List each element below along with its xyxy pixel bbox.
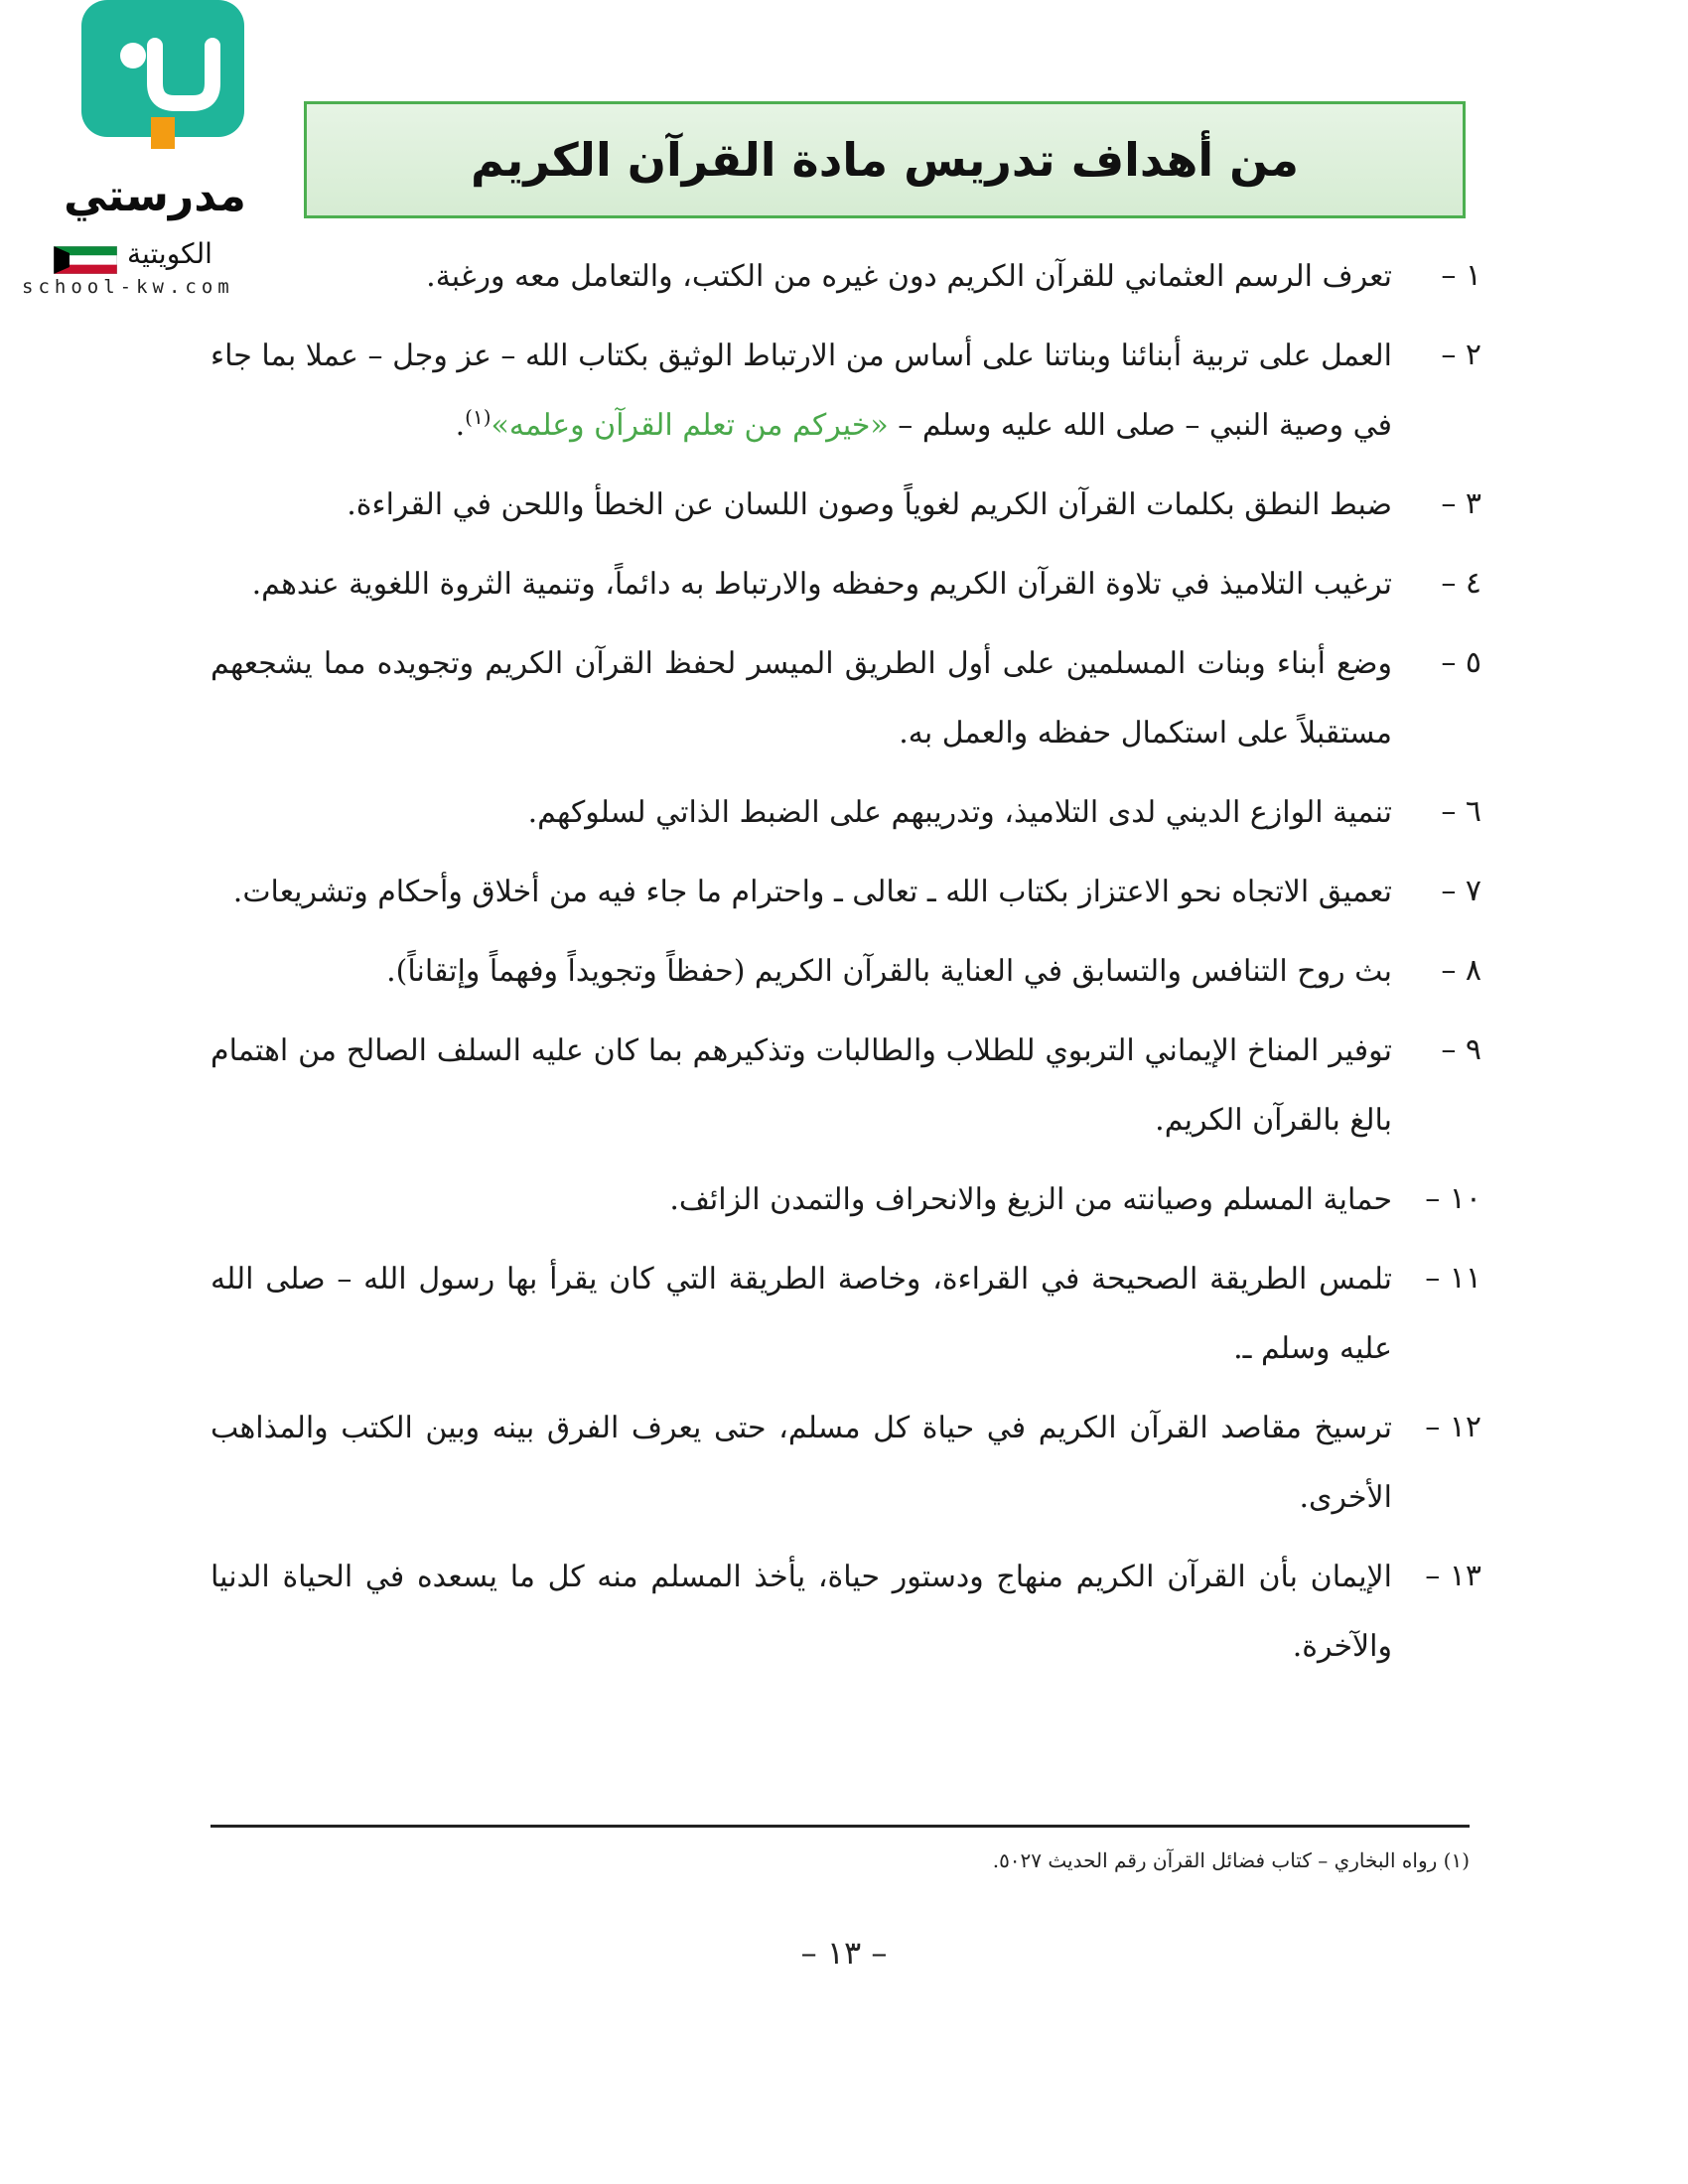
item-text: ترسيخ مقاصد القرآن الكريم في حياة كل مسلم، حتى يعرف الفرق بينه وبين الكتب والمذاهب الأخرى. xyxy=(211,1411,1392,1515)
item-number: ٤ – xyxy=(1441,566,1481,601)
item-text-main: العمل على تربية أبنائنا وبناتنا على أساس من الارتباط الوثيق بكتاب الله – عز وجل – عملا بما جاء في وصية النبي – صلى الله عليه وسلم – xyxy=(211,339,1392,443)
kuwait-flag-icon xyxy=(54,246,117,274)
list-item xyxy=(211,1245,1481,1384)
item-text-end: . xyxy=(455,408,466,443)
item-text: ضبط النطق بكلمات القرآن الكريم لغوياً وصون اللسان عن الخطأ واللحن في القراءة. xyxy=(347,487,1392,522)
item-number: ٣ – xyxy=(1441,486,1481,521)
item-text: تنمية الوازع الديني لدى التلاميذ، وتدريبهم على الضبط الذاتي لسلوكهم. xyxy=(527,795,1392,830)
list-item xyxy=(211,778,1481,848)
item-number: ١١ – xyxy=(1425,1261,1481,1296)
list-item xyxy=(211,937,1481,1007)
footnote-ref[interactable]: (١) xyxy=(465,405,492,429)
item-number: ١٢ – xyxy=(1425,1410,1481,1444)
logo-url: school-kw.com xyxy=(22,276,234,298)
item-number: ١٣ – xyxy=(1425,1559,1481,1593)
footnote-divider xyxy=(211,1825,1470,1828)
list-item xyxy=(211,629,1481,768)
item-number: ٩ – xyxy=(1441,1032,1481,1067)
item-number: ٦ – xyxy=(1441,794,1481,829)
item-text: توفير المناخ الإيماني التربوي للطلاب والطالبات وتذكيرهم بما كان عليه السلف الصالح من اهتمام بالغ بالقرآن الكريم. xyxy=(211,1033,1392,1138)
logo-country: الكويتية xyxy=(127,237,212,270)
list-item xyxy=(211,322,1481,461)
item-text: بث روح التنافس والتسابق في العناية بالقرآن الكريم (حفظاً وتجويداً وفهماً وإتقاناً). xyxy=(386,954,1392,989)
item-number: ١ – xyxy=(1441,258,1481,293)
objectives-list xyxy=(211,242,1481,1692)
page-number: – ١٣ – xyxy=(800,1934,888,1972)
title-banner xyxy=(304,101,1466,218)
item-number: ٢ – xyxy=(1441,338,1481,372)
item-text: تعرف الرسم العثماني للقرآن الكريم دون غيره من الكتب، والتعامل معه ورغبة. xyxy=(426,259,1392,294)
hadith-quote: «خيركم من تعلم القرآن وعلمه» xyxy=(491,408,889,443)
item-text: ترغيب التلاميذ في تلاوة القرآن الكريم وحفظه والارتباط به دائماً، وتنمية الثروة اللغوية عندهم. xyxy=(251,567,1392,602)
item-text: تلمس الطريقة الصحيحة في القراءة، وخاصة الطريقة التي كان يقرأ بها رسول الله – صلى الله عليه وسلم ـ. xyxy=(211,1262,1392,1366)
item-text xyxy=(211,322,1392,461)
item-text: حماية المسلم وصيانته من الزيغ والانحراف والتمدن الزائف. xyxy=(669,1182,1392,1217)
item-number: ٨ – xyxy=(1441,953,1481,988)
app-logo-icon xyxy=(75,0,250,149)
item-text: وضع أبناء وبنات المسلمين على أول الطريق الميسر لحفظ القرآن الكريم وتجويده مما يشجعهم مستقبلاً على استكمال حفظه والعمل به. xyxy=(211,646,1392,751)
list-item xyxy=(211,1543,1481,1682)
list-item xyxy=(211,1394,1481,1533)
list-item xyxy=(211,1017,1481,1156)
list-item xyxy=(211,1165,1481,1235)
list-item xyxy=(211,550,1481,619)
item-text: الإيمان بأن القرآن الكريم منهاج ودستور حياة، يأخذ المسلم منه كل ما يسعده في الحياة الدنيا والآخرة. xyxy=(211,1560,1392,1664)
footnote: (١) رواه البخاري – كتاب فضائل القرآن رقم الحديث ٥٠٢٧. xyxy=(992,1848,1470,1872)
list-item xyxy=(211,471,1481,540)
item-number: ٥ – xyxy=(1441,645,1481,680)
item-number: ٧ – xyxy=(1441,874,1481,908)
item-text: تعميق الاتجاه نحو الاعتزاز بكتاب الله ـ تعالى ـ واحترام ما جاء فيه من أخلاق وأحكام وتشريعات. xyxy=(232,875,1392,909)
logo-name: مدرستي xyxy=(64,171,246,221)
page-title: من أهداف تدريس مادة القرآن الكريم xyxy=(470,133,1300,187)
list-item xyxy=(211,858,1481,927)
list-item xyxy=(211,242,1481,312)
item-number: ١٠ – xyxy=(1425,1181,1481,1216)
